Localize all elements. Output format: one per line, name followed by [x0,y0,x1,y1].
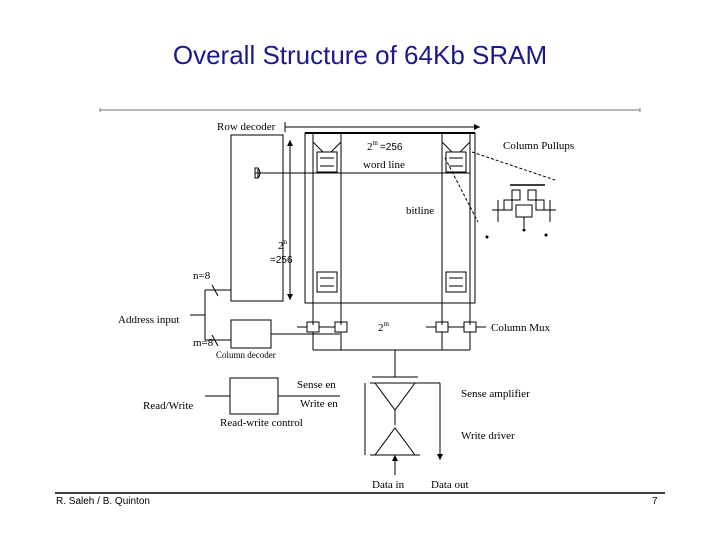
memory-cell-top-left [313,142,341,172]
word-count-base: 2 [367,141,373,153]
footer-page-number: 7 [652,496,658,507]
sense-amplifier-label: Sense amplifier [461,388,530,400]
column-pullups-detail [486,185,557,239]
column-pullups-label: Column Pullups [503,140,575,152]
rows-value-label: =256 [270,255,293,266]
word-line-label: word line [363,159,405,171]
read-write-control-block [230,378,278,414]
row-decoder-block [231,135,283,301]
slide-title: Overall Structure of 64Kb SRAM [172,40,548,70]
memory-cell-bottom-left [317,272,337,292]
write-en-label: Write en [300,398,338,410]
word-count-label [367,139,403,153]
word-count-value: =256 [379,142,403,153]
write-driver [375,428,415,455]
data-in-label: Data in [372,479,405,491]
bitline-label: bitline [406,205,435,217]
read-write-control-label: Read-write control [220,417,303,429]
column-mux [297,322,486,350]
column-mux-count-sup: m [383,320,389,328]
column-decoder-label: Column decoder [216,350,276,360]
word-count-sup: m [372,139,378,147]
memory-cell-bottom-right [446,272,466,292]
m-eq-label: m=8 [193,337,214,349]
write-driver-label: Write driver [461,430,515,442]
n-eq-label: n=8 [193,270,211,282]
address-input-label: Address input [118,314,180,326]
rows-count-sup: n [283,238,287,246]
column-mux-label: Column Mux [491,322,550,334]
memory-cell-top-right [442,142,470,172]
rows-count-base: 2 [278,240,284,252]
data-out-label: Data out [431,479,469,491]
read-write-label: Read/Write [143,400,194,412]
column-mux-count-base: 2 [378,322,384,334]
column-mux-count-label [378,320,390,334]
sense-en-label: Sense en [297,379,336,391]
row-decoder-label: Row decoder [217,121,276,133]
sense-amplifier [375,383,415,410]
column-decoder-block [231,320,271,348]
footer-author: R. Saleh / B. Quinton [56,496,150,507]
rows-count-label [278,238,288,252]
